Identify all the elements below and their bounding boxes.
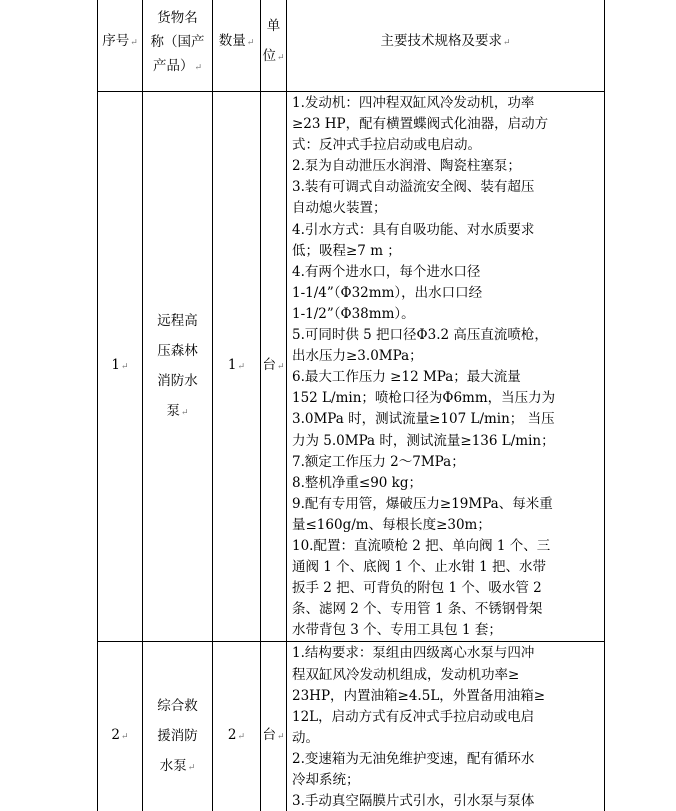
header-goods: 货物名 称（国产 产品）↵	[143, 0, 213, 92]
specification-table	[97, 0, 605, 811]
row-spec: 1.结构要求：泵组由四级离心水泵与四冲 程双缸风冷发动机组成，发动机功率≥ 23HP，内置油箱≥4.5L，外置备用油箱≥ 12L，启动方式有反冲式手拉启动或电启 动。 2.变速箱为无油免维护变速，配有循环水 冷却系统； 3.手动真空隔膜片式引水，引水泵与泵体	[287, 642, 605, 811]
table-row	[98, 92, 605, 642]
row-seq: 1↵	[98, 92, 143, 642]
header-qty: 数量↵	[213, 0, 261, 92]
row-qty: 1↵	[213, 92, 261, 642]
row-unit: 台↵	[261, 642, 287, 811]
row-spec: 1.发动机：四冲程双缸风冷发动机，功率 ≥23 HP，配有横置蝶阀式化油器，启动方 式：反冲式手拉启动或电启动。 2.泵为自动泄压水润滑、陶瓷柱塞泵； 3.装有可调式自动溢流安全阀、装有超压 自动熄火装置； 4.引水方式：具有自吸功能、对水质要求 低；吸程≥7 m ； 4.有两个进水口，每个进水口径 1-1/4”（Φ32mm），出水口口经 1-1/2”（Φ38mm）。 5.可同时供 5 把口径Φ3.2 高压直流喷枪， 出水压力≥3.0MPa； 6.最大工作压力 ≥12 MPa；最大流量 152 L/min；喷枪口径为Φ6mm，当压力为 3.0MPa 时，测试流量≥107 L/min； 当压 力为 5.0MPa 时，测试流量≥136 L/min； 7.额定工作压力 2～7MPa； 8.整机净重≤90 kg； 9.配有专用管，爆破压力≥19MPa、每米重 量≤160g/m、每根长度≥30m； 10.配置：直流喷枪 2 把、单向阀 1 个、三 通阀 1 个、底阀 1 个、止水钳 1 把、水带 扳手 2 把、可背负的附包 1 个、吸水管 2 条、滤网 2 个、专用管 1 条、不锈钢骨架 水带背包 3 个、专用工具包 1 套；	[287, 92, 605, 642]
header-unit: 单 位↵	[261, 0, 287, 92]
row-goods-name: 综合救 援消防 水泵↵	[143, 642, 213, 811]
header-spec: 主要技术规格及要求↵	[287, 0, 605, 92]
row-seq: 2↵	[98, 642, 143, 811]
table-row	[98, 642, 605, 811]
header-seq: 序号↵	[98, 0, 143, 92]
table-header-row	[98, 0, 605, 92]
row-qty: 2↵	[213, 642, 261, 811]
row-unit: 台↵	[261, 92, 287, 642]
row-goods-name: 远程高 压森林 消防水 泵↵	[143, 92, 213, 642]
